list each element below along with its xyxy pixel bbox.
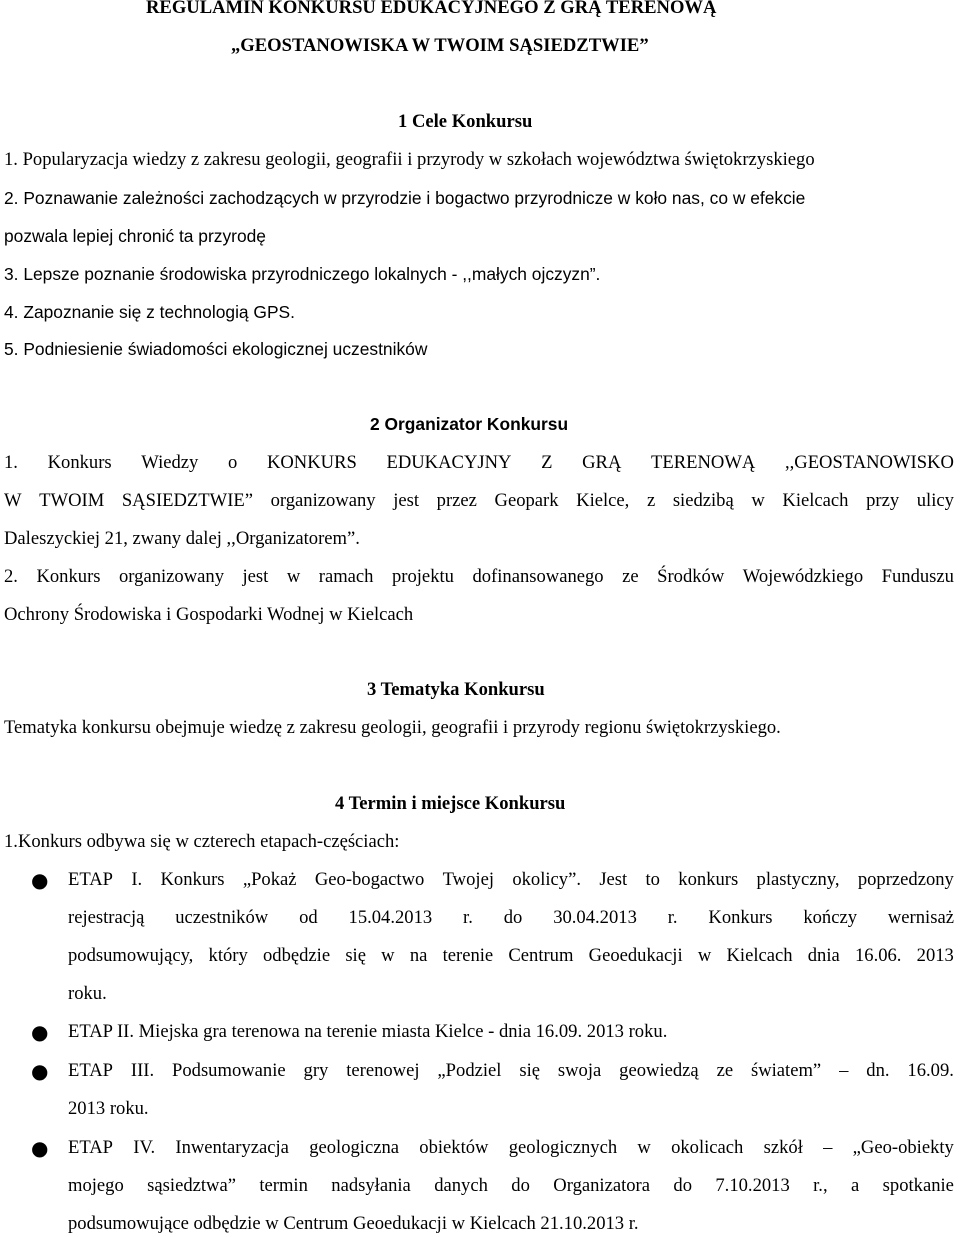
word: w bbox=[637, 1137, 651, 1158]
word: na bbox=[409, 945, 428, 966]
word: organizowany bbox=[119, 566, 224, 587]
section-3-text: Tematyka konkursu obejmuje wiedzę z zakresu geologii, geografii i przyrody regionu świętokrzyskiego. bbox=[4, 717, 781, 738]
word: swoja bbox=[557, 1060, 602, 1081]
word: ze bbox=[716, 1060, 734, 1081]
word: dn. bbox=[866, 1060, 890, 1081]
word: 1. bbox=[4, 452, 18, 473]
document-title-line-2: „GEOSTANOWISKA W TWOIM SĄSIEDZTWIE” bbox=[231, 35, 649, 56]
word: Kielce, bbox=[576, 490, 630, 511]
etap-2-line-1: ETAP II. Miejska gra terenowa na terenie miasta Kielce - dnia 16.09. 2013 roku. bbox=[68, 1021, 668, 1042]
word: o bbox=[228, 452, 238, 473]
word: wernisaż bbox=[887, 907, 954, 928]
section-1-item-4: 4. Zapoznanie się z technologią GPS. bbox=[4, 302, 295, 322]
word: w bbox=[381, 945, 395, 966]
etap-4-line-1 bbox=[68, 1136, 954, 1160]
word: 16.09. bbox=[907, 1060, 954, 1081]
word: GRĄ bbox=[582, 452, 622, 473]
word: Konkurs bbox=[160, 869, 225, 890]
word: światem” bbox=[750, 1060, 822, 1081]
etap-3-line-1 bbox=[68, 1059, 954, 1083]
word: do bbox=[673, 1175, 692, 1196]
word: Geo-bogactwo bbox=[314, 869, 425, 890]
word: I. bbox=[131, 869, 143, 890]
word: siedzibą bbox=[672, 490, 734, 511]
word: Inwentaryzacja bbox=[175, 1137, 289, 1158]
word: do bbox=[503, 907, 523, 928]
word: odbędzie bbox=[262, 945, 331, 966]
word: geowiedzą bbox=[619, 1060, 699, 1081]
word: a bbox=[851, 1175, 860, 1196]
word: „Podziel bbox=[437, 1060, 502, 1081]
word: ,,GEOSTANOWISKO bbox=[784, 452, 954, 473]
word: 15.04.2013 bbox=[348, 907, 433, 928]
word: 2013 bbox=[916, 945, 954, 966]
word: mojego bbox=[68, 1175, 124, 1196]
word: ETAP bbox=[68, 869, 113, 890]
word: „Geo-obiekty bbox=[852, 1137, 954, 1158]
word: obiektów bbox=[419, 1137, 489, 1158]
etap-1-line-3 bbox=[68, 944, 954, 968]
word: ze bbox=[622, 566, 639, 587]
word: Konkurs bbox=[36, 566, 101, 587]
word: Wojewódzkiego bbox=[742, 566, 864, 587]
section-1-heading: 1 Cele Konkursu bbox=[398, 111, 533, 132]
word: termin bbox=[259, 1175, 308, 1196]
word: TERENOWĄ bbox=[651, 452, 756, 473]
word: się bbox=[345, 945, 366, 966]
etap-1-line-4: roku. bbox=[68, 983, 107, 1004]
word: ETAP bbox=[68, 1137, 113, 1158]
word: r., bbox=[813, 1175, 828, 1196]
etap-4-line-2 bbox=[68, 1174, 954, 1198]
word: geologiczna bbox=[309, 1137, 400, 1158]
word: ETAP bbox=[68, 1060, 113, 1081]
word: Geoedukacji bbox=[588, 945, 683, 966]
word: Z bbox=[541, 452, 553, 473]
word: projektu bbox=[391, 566, 454, 587]
word: jest bbox=[242, 566, 269, 587]
section-1-item-2-line-2: pozwala lepiej chronić ta przyrodę bbox=[4, 226, 266, 246]
word: r. bbox=[463, 907, 473, 928]
section-2-paragraph-2-line-1 bbox=[4, 565, 954, 589]
bullet-etap-1: ● bbox=[31, 868, 49, 892]
word: Funduszu bbox=[881, 566, 954, 587]
word: w bbox=[697, 945, 712, 966]
section-2-paragraph-1-line-3: Daleszyckiej 21, zwany dalej ,,Organizatorem”. bbox=[4, 528, 360, 549]
word: SĄSIEDZTWIE” bbox=[121, 490, 253, 511]
word: danych bbox=[434, 1175, 488, 1196]
word: Kielcach bbox=[782, 490, 849, 511]
word: okolicy”. bbox=[512, 869, 581, 890]
word: w bbox=[751, 490, 765, 511]
section-1-item-2-line-1: 2. Poznawanie zależności zachodzących w przyrodzie i bogactwo przyrodnicze w koło nas, co w efekcie bbox=[4, 188, 806, 208]
word: „Pokaż bbox=[242, 869, 297, 890]
word: 7.10.2013 bbox=[715, 1175, 790, 1196]
word: terenie bbox=[442, 945, 494, 966]
etap-1-line-1 bbox=[68, 868, 954, 892]
word: się bbox=[519, 1060, 540, 1081]
word: Twojej bbox=[442, 869, 494, 890]
word: IV. bbox=[133, 1137, 156, 1158]
word: 30.04.2013 bbox=[553, 907, 637, 928]
section-1-item-5: 5. Podniesienie świadomości ekologicznej uczestników bbox=[4, 339, 428, 359]
section-4-intro: 1.Konkurs odbywa się w czterech etapach-częściach: bbox=[4, 831, 400, 852]
word: Środków bbox=[657, 566, 725, 587]
word: z bbox=[646, 490, 656, 511]
section-2-paragraph-2-line-2: Ochrony Środowiska i Gospodarki Wodnej w Kielcach bbox=[4, 604, 414, 625]
bullet-etap-2: ● bbox=[31, 1020, 49, 1044]
word: Organizatora bbox=[553, 1175, 650, 1196]
word: to bbox=[645, 869, 660, 890]
word: KONKURS bbox=[266, 452, 357, 473]
word: od bbox=[299, 907, 318, 928]
word: ulicy bbox=[916, 490, 954, 511]
word: r. bbox=[667, 907, 678, 928]
bullet-etap-3: ● bbox=[31, 1059, 49, 1083]
word: kończy bbox=[803, 907, 858, 928]
section-3-heading: 3 Tematyka Konkursu bbox=[367, 679, 545, 700]
word: okolicach bbox=[671, 1137, 744, 1158]
section-2-heading: 2 Organizator Konkursu bbox=[370, 414, 569, 434]
section-2-paragraph-1-line-1 bbox=[4, 451, 954, 475]
word: przez bbox=[436, 490, 477, 511]
word: w bbox=[286, 566, 301, 587]
word: sąsiedztwa” bbox=[147, 1175, 236, 1196]
word: terenowej bbox=[346, 1060, 420, 1081]
word: 16.06. bbox=[854, 945, 902, 966]
word: TWOIM bbox=[39, 490, 105, 511]
section-2-paragraph-1-line-2 bbox=[4, 489, 954, 513]
word: 2. bbox=[4, 566, 18, 587]
word: poprzedzony bbox=[857, 869, 954, 890]
word: Jest bbox=[599, 869, 628, 890]
word: geologicznych bbox=[508, 1137, 618, 1158]
word: dnia bbox=[807, 945, 840, 966]
etap-3-line-2: 2013 roku. bbox=[68, 1098, 149, 1119]
word: – bbox=[839, 1060, 849, 1081]
word: Konkurs bbox=[47, 452, 112, 473]
word: W bbox=[4, 490, 22, 511]
word: podsumowujący, bbox=[68, 945, 194, 966]
word: plastyczny, bbox=[756, 869, 840, 890]
section-1-item-1: 1. Popularyzacja wiedzy z zakresu geologii, geografii i przyrody w szkołach województwa świętokrzyskiego bbox=[4, 149, 815, 170]
section-1-item-3: 3. Lepsze poznanie środowiska przyrodniczego lokalnych - ,,małych ojczyzn”. bbox=[4, 264, 601, 284]
word: szkół bbox=[763, 1137, 803, 1158]
section-4-heading: 4 Termin i miejsce Konkursu bbox=[335, 793, 566, 814]
word: Centrum bbox=[508, 945, 574, 966]
etap-4-line-3: podsumowujące odbędzie w Centrum Geoedukacji w Kielcach 21.10.2013 r. bbox=[68, 1213, 639, 1234]
word: do bbox=[511, 1175, 530, 1196]
word: organizowany bbox=[270, 490, 376, 511]
word: EDUKACYJNY bbox=[386, 452, 512, 473]
word: ramach bbox=[318, 566, 374, 587]
word: konkurs bbox=[678, 869, 739, 890]
word: Kielcach bbox=[726, 945, 793, 966]
word: uczestników bbox=[175, 907, 269, 928]
word: gry bbox=[303, 1060, 329, 1081]
document-title-line-1: REGULAMIN KONKURSU EDUKACYJNEGO Z GRĄ TERENOWĄ bbox=[146, 0, 717, 18]
word: dofinansowanego bbox=[472, 566, 604, 587]
word: Podsumowanie bbox=[172, 1060, 286, 1081]
word: Konkurs bbox=[708, 907, 773, 928]
word: rejestracją bbox=[68, 907, 145, 928]
word: spotkanie bbox=[882, 1175, 954, 1196]
word: przy bbox=[866, 490, 900, 511]
etap-1-line-2 bbox=[68, 906, 954, 930]
bullet-etap-4: ● bbox=[31, 1136, 49, 1160]
word: – bbox=[823, 1137, 833, 1158]
word: jest bbox=[393, 490, 420, 511]
word: Geopark bbox=[494, 490, 559, 511]
word: nadsyłania bbox=[331, 1175, 411, 1196]
word: III. bbox=[130, 1060, 155, 1081]
word: który bbox=[208, 945, 248, 966]
word: Wiedzy bbox=[141, 452, 199, 473]
